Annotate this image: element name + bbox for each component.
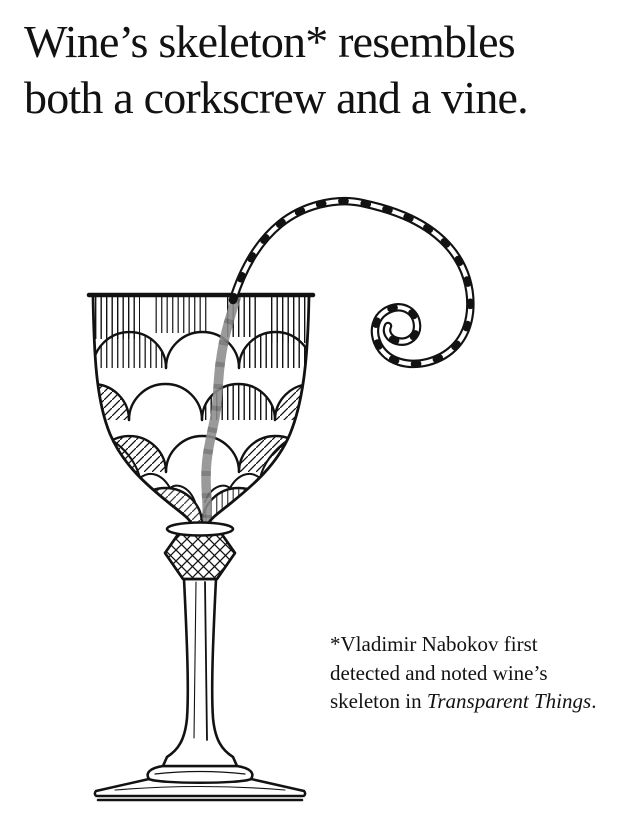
title-line-2: both a corkscrew and a vine. xyxy=(24,72,528,123)
footnote-line-3 xyxy=(330,687,630,716)
book-title-transparent-things: Transparent Things xyxy=(426,689,592,713)
goblet-stem xyxy=(163,579,237,766)
footnote-line-1: *Vladimir Nabokov first xyxy=(330,632,538,656)
foot-bulge-ring xyxy=(148,766,253,783)
bowl-scale-pattern xyxy=(56,297,348,524)
footnote-line-3-prefix: skeleton in xyxy=(330,689,427,713)
footnote-line-3-suffix: . xyxy=(591,689,597,713)
goblet-knob xyxy=(165,533,235,579)
footnote-line-2: detected and noted wine’s xyxy=(330,660,548,685)
footnote xyxy=(330,630,630,716)
title-line-1: Wine’s skeleton* resembles xyxy=(24,16,515,67)
goblet-bowl xyxy=(56,295,348,524)
stem-collar xyxy=(167,523,233,536)
